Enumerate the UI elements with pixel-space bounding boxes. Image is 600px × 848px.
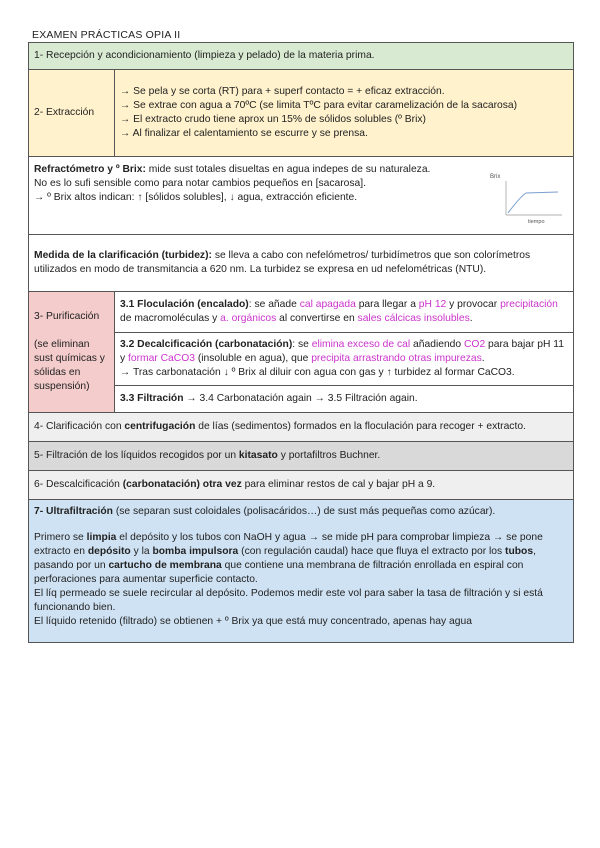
brix-axis-label: Brix	[490, 174, 501, 180]
ultrafiltration-permeate: El líq permeado se suele recircular al depósito. Podemos medir este vol para saber la tasa de filtración y si está funcionando bien.	[34, 588, 543, 613]
decalcification-cell: 3.2 Decalcificación (carbonatación): se elimina exceso de cal añadiendo CO2 para bajar pH 11 y formar CaCO3 (insoluble en agua), que precipita arrastrando otras impurezas. → Tras carbonatación ↓ º Brix al diluir con agua con gas y ↑ turbidez al formar CaCO3.	[115, 333, 574, 386]
brix-sketch-chart	[486, 163, 568, 225]
purification-title: 3- Purificación	[34, 311, 100, 322]
refractometer-text: mide sust totales disueltas en agua indepes de su naturaleza.	[145, 164, 431, 175]
row-clarification-measure	[29, 235, 574, 292]
filtration-heading: 3.3 Filtración	[120, 393, 184, 404]
extraction-label: 2- Extracción	[29, 70, 115, 157]
row-refractometer	[29, 157, 574, 235]
clarification-text: se lleva a cabo con nefelómetros/ turbidímetros que son colorímetros utilizados en modo de transmitancia a 620 nm. La turbidez se expresa en ud nefelométricas (NTU).	[34, 250, 531, 275]
descalcification-cell: 6- Descalcificación (carbonatación) otra vez para eliminar restos de cal y bajar pH a 9.	[29, 471, 574, 500]
extraction-step: → Se extrae con agua a 70ºC (se limita TºC para evitar caramelización de la sacarosa)	[120, 100, 518, 111]
refractometer-line: No es lo sufi sensible como para notar cambios pequeños en [sacarosa].	[34, 178, 366, 189]
extraction-steps	[115, 70, 574, 157]
ultrafiltration-retained: El líquido retenido (filtrado) se obtienen + º Brix ya que está muy concentrado, apenas hay agua	[34, 616, 472, 627]
ultrafiltration-procedure: Primero se limpia el depósito y los tubos con NaOH y agua → se mide pH para comprobar limpieza → se pone extracto en depósito y la bomba impulsora (con regulación caudal) hace que fluya el extracto por los tubos, pasando por un cartucho de membrana que contiene una membrana de filtración enrollada en espiral con perforaciones para aumentar superficie contacto.	[34, 532, 543, 585]
document-title: EXAMEN PRÁCTICAS OPIA II	[32, 29, 181, 41]
row-reception	[29, 43, 574, 70]
reception-cell: 1- Recepción y acondicionamiento (limpieza y pelado) de la materia prima.	[29, 43, 574, 70]
purification-subtitle: (se eliminan sust químicas y sólidas en suspensión)	[34, 339, 105, 392]
decalcification-note: → Tras carbonatación ↓ º Brix al diluir con agua con gas y ↑ turbidez al formar CaCO3.	[120, 367, 515, 378]
row-ultrafiltration	[29, 500, 574, 643]
clarification-heading: Medida de la clarificación (turbidez):	[34, 250, 212, 261]
extraction-step: → Se pela y se corta (RT) para + superf contacto = + eficaz extracción.	[120, 86, 445, 97]
floculation-cell: 3.1 Floculación (encalado): se añade cal apagada para llegar a pH 12 y provocar precipitación de macromoléculas y a. orgánicos al convertirse en sales cálcicas insolubles.	[115, 292, 574, 333]
ultrafiltration-cell: 7- Ultrafiltración (se separan sust coloidales (polisacáridos…) de sust más pequeñas como azúcar). Primero se limpia el depósito y los tubos con NaOH y agua → se mide pH para comprobar limpieza → se pone extracto en depósito y la bomba impulsora (con regulación caudal) hace que fluya el extracto por los tubos, pasando por un cartucho de membrana que contiene una membrana de filtración enrollada en espiral con perforaciones para aumentar superficie contacto. El líq permeado se suele recircular al depósito. Podemos medir este vol para saber la tasa de filtración y si está funcionando bien. El líquido retenido (filtrado) se obtienen + º Brix ya que está muy concentrado, apenas hay agua	[29, 500, 574, 643]
kitasato-cell: 5- Filtración de los líquidos recogidos por un kitasato y portafiltros Buchner.	[29, 442, 574, 471]
process-table	[28, 42, 574, 643]
filtration-cell: 3.3 Filtración → 3.4 Carbonatación again → 3.5 Filtración again.	[115, 386, 574, 413]
ultrafiltration-heading: 7- Ultrafiltración	[34, 506, 113, 517]
clarification-cell	[29, 235, 574, 292]
purification-label	[29, 292, 115, 413]
extraction-step: → Al finalizar el calentamiento se escurre y se prensa.	[120, 128, 368, 139]
brix-curve	[508, 192, 558, 213]
row-kitasato	[29, 442, 574, 471]
refractometer-line: → º Brix altos indican: ↑ [sólidos solubles], ↓ agua, extracción eficiente.	[34, 192, 358, 203]
row-floculation	[29, 292, 574, 333]
decalcification-heading: 3.2 Decalcificación (carbonatación)	[120, 339, 293, 350]
row-centrifugation	[29, 413, 574, 442]
time-axis-label: tiempo	[528, 219, 545, 225]
centrifugation-cell: 4- Clarificación con centrifugación de lías (sedimentos) formados en la floculación para recoger + extracto.	[29, 413, 574, 442]
extraction-step: → El extracto crudo tiene aprox un 15% de sólidos solubles (º Brix)	[120, 114, 426, 125]
floculation-heading: 3.1 Floculación (encalado)	[120, 299, 249, 310]
refractometer-cell	[29, 157, 574, 235]
row-descalcification	[29, 471, 574, 500]
refractometer-heading: Refractómetro y º Brix:	[34, 164, 146, 175]
row-extraction	[29, 70, 574, 157]
